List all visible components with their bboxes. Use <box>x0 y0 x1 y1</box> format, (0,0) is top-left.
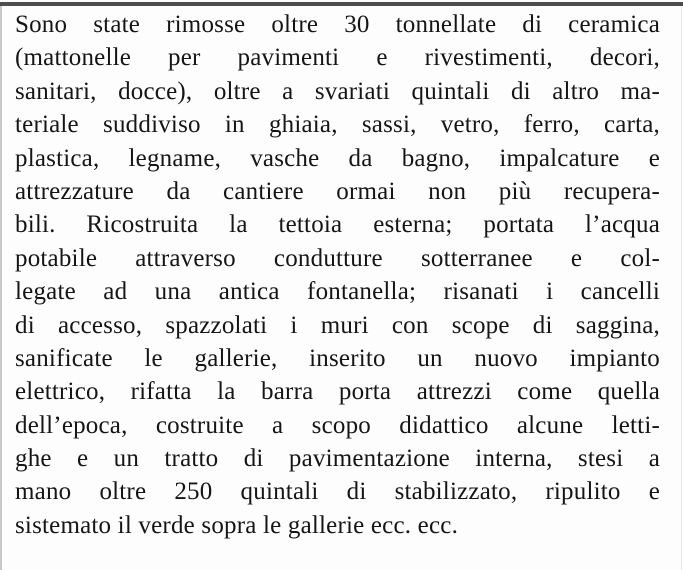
scan-artifact-top-bar <box>0 2 683 6</box>
text-line: mano oltre 250 quintali di stabilizzato, ripulito e <box>15 478 660 506</box>
text-line: sistemato il verde sopra le gallerie ecc. ecc. <box>15 511 459 539</box>
text-line: di accesso, spazzolati i muri con scope di saggina, <box>15 311 660 339</box>
text-line: legate ad una antica fontanella; risanati i cancelli <box>15 278 660 306</box>
text-line: sanitari, docce), oltre a svariati quintali di altro ma- <box>15 77 660 105</box>
scan-artifact-left-line <box>0 6 2 570</box>
text-line: plastica, legname, vasche da bagno, impalcature e <box>15 144 660 172</box>
text-line: teriale suddiviso in ghiaia, sassi, vetro, ferro, carta, <box>15 111 660 139</box>
text-line: elettrico, rifatta la barra porta attrezzi come quella <box>15 378 660 406</box>
text-line: Sono state rimosse oltre 30 tonnellate di ceramica <box>15 11 660 38</box>
text-line: sanificate le gallerie, inserito un nuovo impianto <box>15 344 660 372</box>
text-line: potabile attraverso condutture sotterranee e col- <box>15 244 660 272</box>
scan-artifact-right-line <box>681 6 682 570</box>
text-line: dell’epoca, costruite a scopo didattico alcune letti- <box>15 411 660 439</box>
text-line: bili. Ricostruita la tettoia esterna; portata l’acqua <box>15 211 660 239</box>
text-line: ghe e un tratto di pavimentazione interna, stesi a <box>15 445 660 473</box>
text-line: attrezzature da cantiere ormai non più recupera- <box>15 177 660 205</box>
body-text <box>15 8 660 542</box>
text-line: (mattonelle per pavimenti e rivestimenti, decori, <box>15 44 660 72</box>
